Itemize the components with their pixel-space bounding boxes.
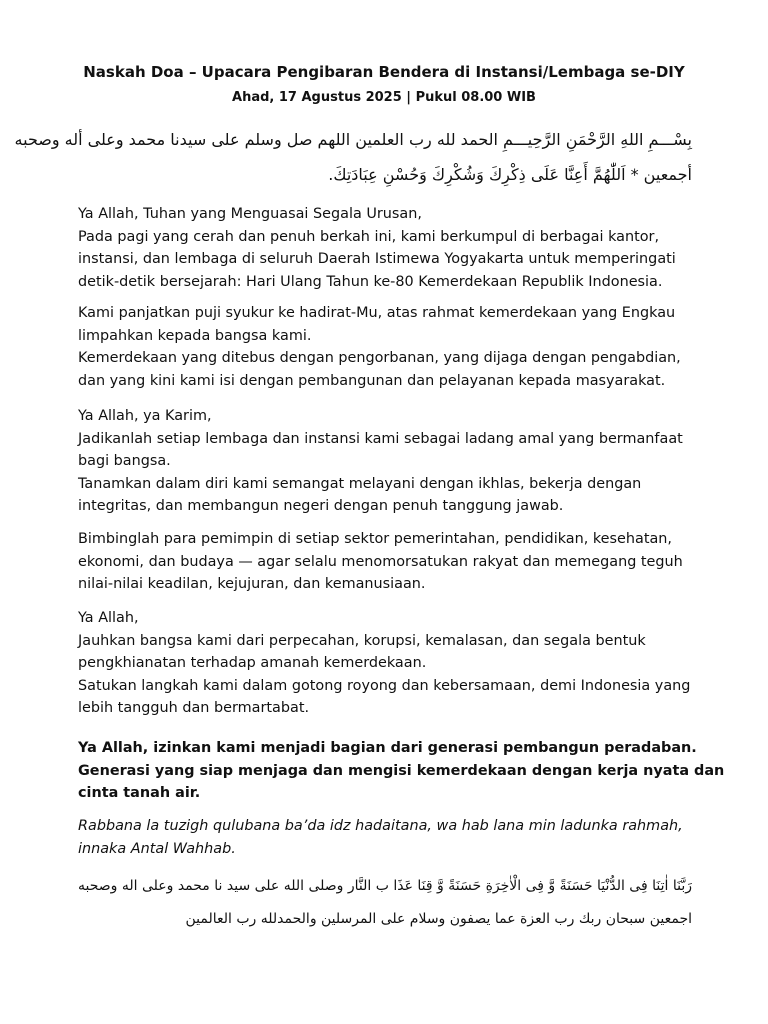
paragraph-line: Jadikanlah setiap lembaga dan instansi kami sebagai ladang amal yang bermanfaat (78, 430, 683, 447)
document-date: Ahad, 17 Agustus 2025 | Pukul 08.00 WIB (232, 90, 536, 105)
paragraph-line: pengkhianatan terhadap amanah kemerdekaan. (78, 655, 427, 671)
paragraph-line: Rabbana la tuzigh qulubana ba’da idz hadaitana, wa hab lana min ladunka rahmah, (78, 818, 683, 834)
paragraph-line: Ya Allah, (78, 610, 139, 626)
document-title: Naskah Doa – Upacara Pengibaran Bendera di Instansi/Lembaga se-DIY (83, 63, 685, 81)
paragraph-line: Pada pagi yang cerah dan penuh berkah ini, kami berkumpul di berbagai kantor, (78, 228, 660, 245)
arabic-closing-prayer (76, 870, 692, 936)
paragraph-line: Ya Allah, Tuhan yang Menguasai Segala Urusan, (78, 206, 422, 222)
paragraph-line: Ya Allah, izinkan kami menjadi bagian dari generasi pembangun peradaban. (78, 740, 697, 756)
paragraph-line: Tanamkan dalam diri kami semangat melayani dengan ikhlas, bekerja dengan (78, 475, 642, 492)
paragraph-line: dan yang kini kami isi dengan pembangunan dan pelayanan kepada masyarakat. (78, 372, 666, 389)
paragraph-line: nilai-nilai keadilan, kejujuran, dan kemanusiaan. (78, 576, 426, 592)
paragraph-line: innaka Antal Wahhab. (78, 840, 236, 857)
prayer-paragraph-4 (78, 528, 696, 596)
paragraph-line: instansi, dan lembaga di seluruh Daerah Istimewa Yogyakarta untuk memperingati (78, 251, 676, 267)
arabic-opening-line: أجمعين * اَللّٰهُمَّ أَعِنَّا عَلَى ذِكْرِكَ وَشُكْرِكَ وَحُسْنِ عِبَادَتِكَ. (328, 165, 692, 184)
paragraph-line: limpahkan kepada bangsa kami. (78, 327, 312, 344)
prayer-paragraph-bold (78, 737, 725, 805)
paragraph-line: Kemerdekaan yang ditebus dengan pengorbanan, yang dijaga dengan pengabdian, (78, 350, 681, 366)
arabic-closing-line: رَبَّنَا اٰتِنَا فِى الدُّنْيَا حَسَنَةً وَّ فِى الْاٰخِرَةِ حَسَنَةً وَّ قِنَا عَذَا ب النَّار وصلى الله على سيد نا محمد وعلى اله وصحبه (77, 878, 692, 894)
prayer-paragraph-2 (78, 302, 696, 392)
prayer-paragraph-5 (78, 607, 696, 720)
paragraph-line: Ya Allah, ya Karim, (78, 408, 212, 424)
paragraph-line: bagi bangsa. (78, 453, 171, 469)
paragraph-line: lebih tangguh dan bermartabat. (78, 700, 310, 716)
arabic-opening-prayer (14, 122, 692, 192)
arabic-closing-line: اجمعين سبحان ربك رب العزة عما يصفون وسلام على المرسلين والحمدلله رب العالمين (185, 911, 692, 927)
paragraph-line: Satukan langkah kami dalam gotong royong dan kebersamaan, demi Indonesia yang (78, 677, 691, 694)
paragraph-line: integritas, dan membangun negeri dengan penuh tanggung jawab. (78, 498, 564, 514)
prayer-paragraph-3 (78, 405, 696, 518)
prayer-paragraph-italic (78, 815, 696, 860)
paragraph-line: Bimbinglah para pemimpin di setiap sektor pemerintahan, pendidikan, kesehatan, (78, 531, 672, 547)
paragraph-line: detik-detik bersejarah: Hari Ulang Tahun ke-80 Kemerdekaan Republik Indonesia. (78, 273, 663, 290)
paragraph-line: cinta tanah air. (78, 785, 201, 801)
paragraph-line: Kami panjatkan puji syukur ke hadirat-Mu, atas rahmat kemerdekaan yang Engkau (78, 305, 676, 321)
paragraph-line: ekonomi, dan budaya — agar selalu menomorsatukan rakyat dan memegang teguh (78, 553, 683, 570)
prayer-paragraph-1 (78, 203, 696, 293)
paragraph-line: Jauhkan bangsa kami dari perpecahan, korupsi, kemalasan, dan segala bentuk (78, 632, 646, 649)
paragraph-line: Generasi yang siap menjaga dan mengisi kemerdekaan dengan kerja nyata dan (78, 762, 725, 779)
arabic-opening-line: بِسْـــمِ اللهِ الرَّحْمَنِ الرَّحِيـــمِ الحمد لله رب العلمين اللهم صل وسلم على سيدنا محمد وعلى أله وصحبه (14, 130, 692, 149)
